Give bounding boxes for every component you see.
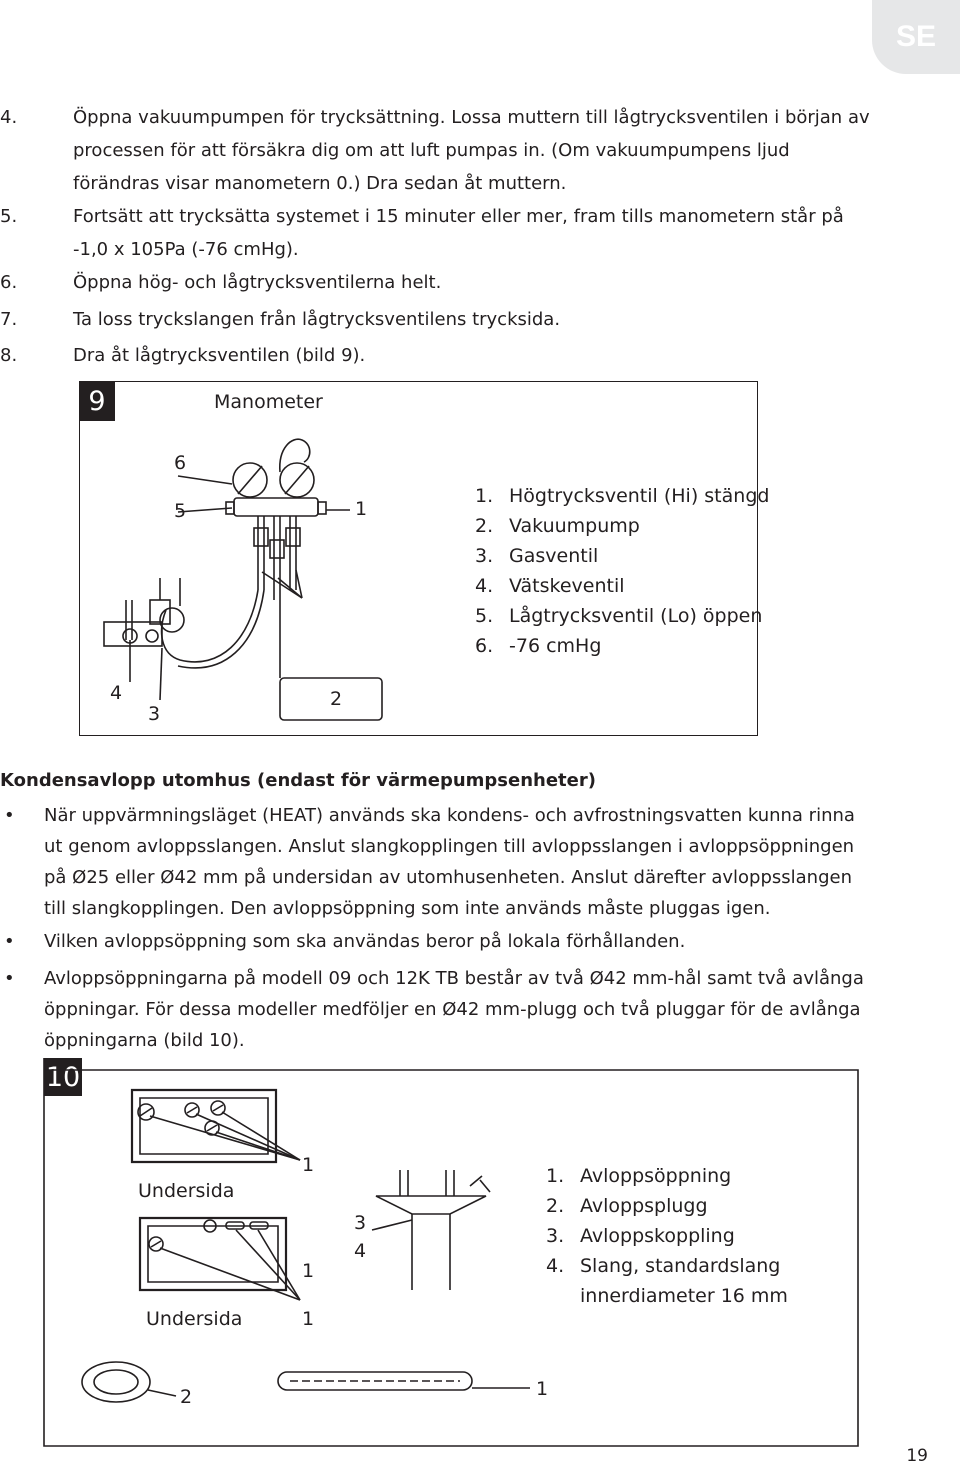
legend-item: 3. Avloppskoppling bbox=[546, 1225, 735, 1247]
callout-1: 1 bbox=[355, 498, 368, 520]
figure-10-number: 10 bbox=[44, 1058, 82, 1096]
underside-label-top: Undersida bbox=[138, 1180, 235, 1202]
language-tab: SE bbox=[872, 0, 960, 74]
callout-1b: 1 bbox=[302, 1260, 315, 1282]
step-text: Öppna hög- och lågtrycksventilerna helt. bbox=[73, 272, 442, 293]
legend-item: 4. Vätskeventil bbox=[475, 575, 625, 597]
callout-1d: 1 bbox=[536, 1378, 549, 1400]
legend-item: 2. Vakuumpump bbox=[475, 515, 640, 537]
legend-item: 3. Gasventil bbox=[475, 545, 599, 567]
section-heading: Kondensavlopp utomhus (endast för värmepumpsenheter) bbox=[0, 770, 596, 791]
legend-item: 1. Avloppsöppning bbox=[546, 1165, 732, 1187]
figure-9-number: 9 bbox=[79, 381, 115, 421]
step-number: 4. bbox=[0, 107, 18, 128]
bullet-icon: • bbox=[4, 931, 15, 952]
callout-1a: 1 bbox=[302, 1154, 315, 1176]
callout-2: 2 bbox=[180, 1386, 193, 1408]
bullet-text: Avloppsöppningarna på modell 09 och 12K TB består av två Ø42 mm-hål samt två avlånga öppningar. För dessa modeller medföljer en Ø42 mm-plugg och två pluggar för de avlånga öppningarna (bild 10). bbox=[44, 968, 864, 1051]
callout-2: 2 bbox=[330, 688, 343, 710]
callout-4: 4 bbox=[354, 1240, 367, 1262]
legend-item: 1. Högtrycksventil (Hi) stängd bbox=[475, 485, 770, 507]
figure-9-title: Manometer bbox=[214, 391, 323, 413]
step-number: 8. bbox=[0, 345, 18, 366]
legend-item: 6. -76 cmHg bbox=[475, 635, 602, 657]
bullet-icon: • bbox=[4, 805, 15, 826]
callout-5: 5 bbox=[174, 500, 187, 522]
bullet-icon: • bbox=[4, 968, 15, 989]
step-number: 5. bbox=[0, 206, 18, 227]
figure-10-legend bbox=[546, 1161, 788, 1311]
step-text: Fortsätt att trycksätta systemet i 15 minuter eller mer, fram tills manometern står på -1,0 x 105Pa (-76 cmHg). bbox=[73, 206, 844, 260]
bullet-text: Vilken avloppsöppning som ska användas beror på lokala förhållanden. bbox=[44, 931, 686, 952]
legend-item: 5. Lågtrycksventil (Lo) öppen bbox=[475, 605, 763, 627]
underside-label-bottom: Undersida bbox=[146, 1308, 243, 1330]
callout-3: 3 bbox=[148, 703, 161, 725]
legend-item: 2. Avloppsplugg bbox=[546, 1195, 708, 1217]
callout-4: 4 bbox=[110, 682, 123, 704]
step-text: Öppna vakuumpumpen för trycksättning. Lossa muttern till lågtrycksventilen i början av processen för att försäkra dig om att luft pumpas in. (Om vakuumpumpens ljud förändras visar manometern 0.) Dra sedan åt muttern. bbox=[73, 107, 870, 194]
callout-1c: 1 bbox=[302, 1308, 315, 1330]
step-number: 7. bbox=[0, 309, 18, 330]
step-number: 6. bbox=[0, 272, 18, 293]
callout-6: 6 bbox=[174, 452, 187, 474]
step-text: Dra åt lågtrycksventilen (bild 9). bbox=[73, 345, 366, 366]
legend-item: innerdiameter 16 mm bbox=[580, 1285, 788, 1307]
step-text: Ta loss tryckslangen från lågtrycksventilens trycksida. bbox=[73, 309, 561, 330]
bullet-text: När uppvärmningsläget (HEAT) används ska kondens- och avfrostningsvatten kunna rinna ut genom avloppsslangen. Anslut slangkopplingen till avloppsslangen i avloppsöppningen på Ø25 eller Ø42 mm på undersidan av utomhusenheten. Anslut därefter avloppsslangen till slangkopplingen. Den avloppsöppning som inte används måste pluggas igen. bbox=[44, 805, 855, 919]
page-number: 19 bbox=[906, 1446, 928, 1466]
callout-3: 3 bbox=[354, 1212, 367, 1234]
legend-item: 4. Slang, standardslang bbox=[546, 1255, 781, 1277]
